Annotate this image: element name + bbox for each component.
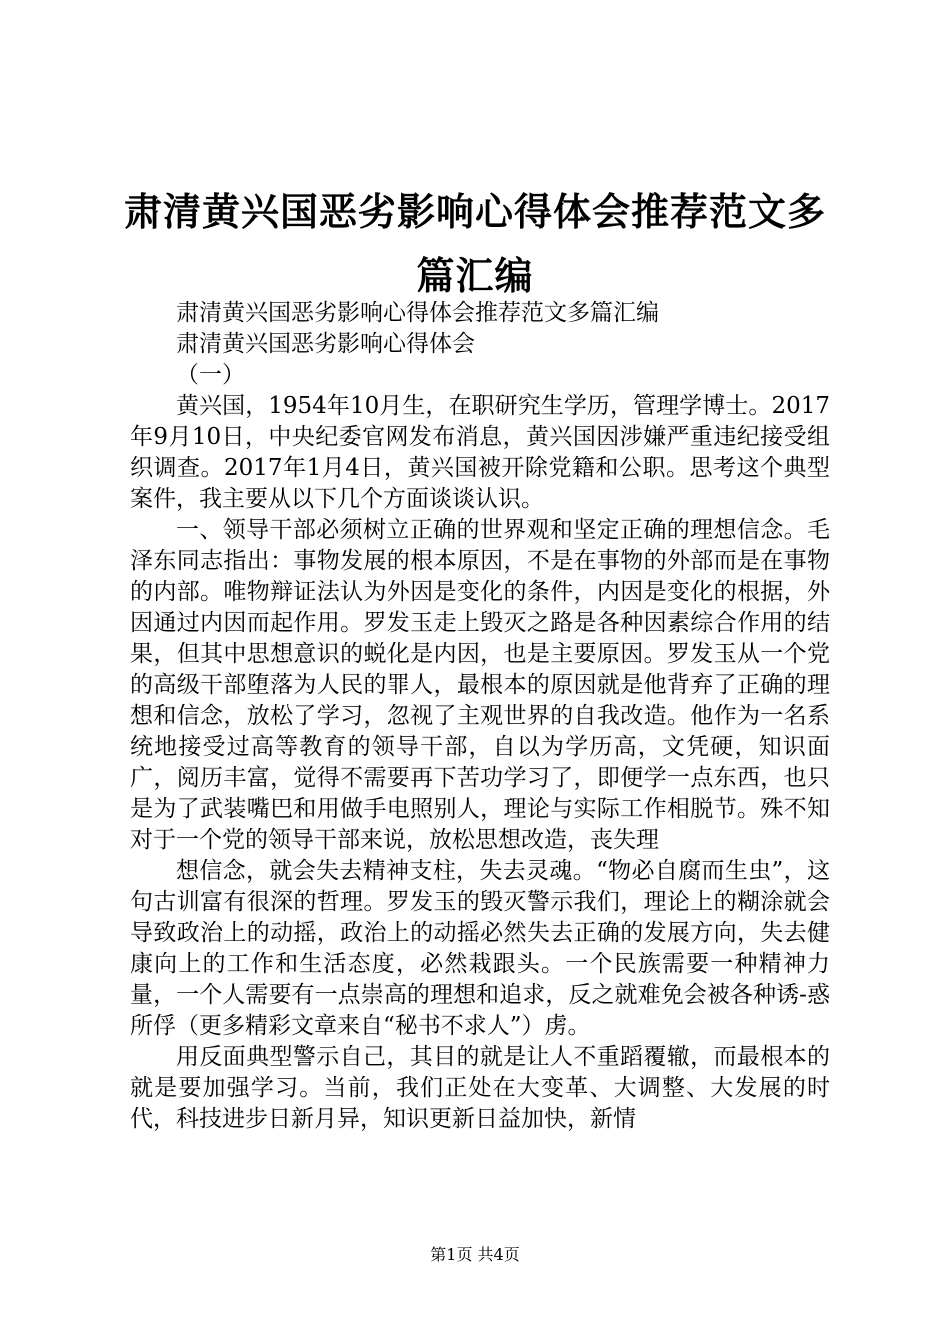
paragraph-point-one: 一、领导干部必须树立正确的世界观和坚定正确的理想信念。毛泽东同志指出：事物发展的根本原因，不是在事物的外部而是在事物的内部。唯物辩证法认为外因是变化的条件，内因是变化的根据，外因通过内因而起作用。罗发玉走上毁灭之路是各种因素综合作用的结果，但其中思想意识的蜕化是内因，也是主要原因。罗发玉从一个党的高级干部堕落为人民的罪人，最根本的原因就是他背弃了正确的理想和信念，放松了学习，忽视了主观世界的自我改造。他作为一名系统地接受过高等教育的领导干部，自以为学历高，文凭硬，知识面广，阅历丰富，觉得不需要再下苦功学习了，即便学一点东西，也只是为了武装嘴巴和用做手电照别人，理论与实际工作相脱节。殊不知对于一个党的领导干部来说，放松思想改造，丧失理 bbox=[130, 517, 830, 853]
document-title: 肃清黄兴国恶劣影响心得体会推荐范文多篇汇编 bbox=[123, 189, 826, 298]
document-body bbox=[130, 298, 830, 1135]
paragraph-continuation: 想信念，就会失去精神支柱，失去灵魂。“物必自腐而生虫”，这句古训富有很深的哲理。罗发玉的毁灭警示我们，理论上的糊涂就会导致政治上的动摇，政治上的动摇必然失去正确的发展方向，失去健康向上的工作和生活态度，必然栽跟头。一个民族需要一种精神力量，一个人需要有一点崇高的理想和追求，反之就难免会被各种诱-惑所俘（更多精彩文章来自“秘书不求人”）虏。 bbox=[130, 858, 830, 1039]
paragraph-heading: 肃清黄兴国恶劣影响心得体会 bbox=[176, 331, 475, 357]
page-number: 第1页 共4页 bbox=[430, 1245, 520, 1264]
paragraph-section-number: （一） bbox=[176, 362, 245, 388]
paragraph-intro: 黄兴国，1954年10月生，在职研究生学历，管理学博士。2017年9月10日，中央纪委官网发布消息，黄兴国因涉嫌严重违纪接受组织调查。2017年1月4日，黄兴国被开除党籍和公职。思考这个典型案件，我主要从以下几个方面谈谈认识。 bbox=[130, 393, 830, 512]
paragraph-subtitle: 肃清黄兴国恶劣影响心得体会推荐范文多篇汇编 bbox=[176, 300, 659, 326]
paragraph-study: 用反面典型警示自己，其目的就是让人不重蹈覆辙，而最根本的就是要加强学习。当前，我们正处在大变革、大调整、大发展的时代，科技进步日新月异，知识更新日益加快，新情 bbox=[130, 1044, 830, 1132]
